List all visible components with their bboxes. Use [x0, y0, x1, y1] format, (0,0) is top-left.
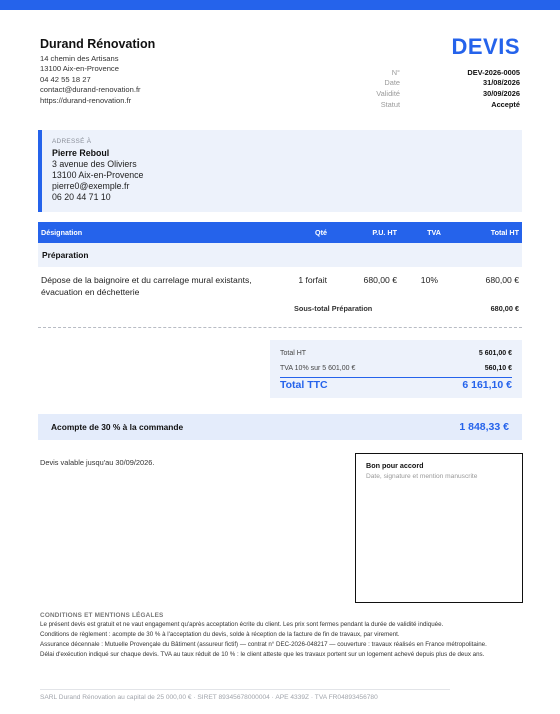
company-phone: 04 42 55 18 27 — [40, 74, 91, 84]
client-email: pierre0@exemple.fr — [52, 181, 130, 191]
total-ht-value: 5 601,00 € — [478, 350, 512, 357]
table-header — [38, 222, 522, 243]
deposit-value: 1 848,33 € — [459, 421, 509, 433]
item-designation: Dépose de la baignoire et du carrelage mural existants, évacuation en déchetterie — [41, 275, 252, 297]
client-name: Pierre Reboul — [52, 148, 110, 158]
meta-value: 31/08/2026 — [483, 78, 520, 88]
meta-value: 30/09/2026 — [483, 88, 520, 98]
subtotal-label: Sous-total Préparation — [294, 304, 373, 313]
meta-row-date — [330, 78, 520, 89]
deposit-label: Acompte de 30 % à la commande — [51, 422, 184, 432]
conditions-paragraph: Assurance décennale : Mutuelle Provençale du Bâtiment (assureur fictif) — contrat n° DEC-2026-048217 — couverture : travaux réalisés en France métropolitaine. — [40, 641, 487, 649]
signature-title: Bon pour accord — [366, 461, 424, 470]
document-meta — [330, 67, 520, 109]
top-accent-bar — [0, 0, 560, 10]
status-value: Accepté — [491, 99, 520, 109]
total-ttc-label: Total TTC — [280, 379, 328, 391]
footer-divider — [40, 689, 450, 690]
header-total: Total HT — [490, 228, 519, 237]
header-designation: Désignation — [41, 228, 83, 237]
document-title: DEVIS — [451, 34, 520, 59]
footer-legal-line: SARL Durand Rénovation au capital de 25 000,00 € · SIRET 89345678000004 · APE 4339Z · TVA FR04893456780 — [40, 694, 378, 701]
tva-label: TVA 10% sur 5 601,00 € — [280, 365, 356, 372]
company-block — [40, 37, 155, 106]
tva-value: 560,10 € — [484, 365, 512, 372]
signature-box — [355, 453, 523, 603]
conditions-paragraph: Délai d'exécution indiqué sur chaque devis. TVA au taux réduit de 10 % : le client atteste que les travaux portent sur un logement achevé depuis plus de deux ans. — [40, 651, 485, 659]
item-qty: 1 forfait — [298, 275, 327, 285]
meta-label: N° — [391, 67, 400, 77]
item-total: 680,00 € — [485, 275, 519, 285]
meta-value: DEV-2026-0005 — [467, 67, 520, 77]
conditions-paragraph: Le présent devis est gratuit et ne vaut engagement qu'après acceptation écrite du client. Les prix sont fermes pendant la durée de validité indiquée. — [40, 621, 444, 628]
company-address-line: 14 chemin des Artisans — [40, 54, 119, 63]
legal-conditions — [40, 612, 520, 661]
company-name: Durand Rénovation — [40, 37, 156, 51]
conditions-heading: CONDITIONS ET MENTIONS LÉGALES — [40, 612, 164, 619]
client-phone: 06 20 44 71 10 — [52, 192, 111, 202]
dashed-divider — [38, 327, 522, 328]
total-ht-label: Total HT — [280, 350, 307, 357]
client-city: 13100 Aix-en-Provence — [52, 170, 144, 180]
client-address-block — [38, 130, 522, 212]
table-section-title: Préparation — [38, 243, 522, 267]
item-unit-price: 680,00 € — [363, 275, 397, 285]
client-caption: ADRESSÉ À — [52, 138, 92, 145]
meta-row-status — [330, 99, 520, 110]
company-website: https://durand-renovation.fr — [40, 95, 132, 105]
total-ht-row — [280, 346, 512, 361]
meta-label: Date — [384, 78, 400, 88]
header-vat: TVA — [427, 228, 441, 237]
meta-row-validity — [330, 88, 520, 99]
conditions-paragraph: Conditions de règlement : acompte de 30 % à l'acceptation du devis, solde à réception de la facture de fin de travaux, par virement. — [40, 631, 400, 639]
deposit-banner — [38, 414, 522, 440]
header-unit-price: P.U. HT — [372, 228, 397, 237]
signature-hint: Date, signature et mention manuscrite — [366, 473, 478, 480]
client-street: 3 avenue des Oliviers — [52, 159, 137, 169]
total-ttc-row — [280, 377, 512, 392]
meta-label: Statut — [380, 99, 400, 109]
meta-label: Validité — [376, 88, 400, 98]
meta-row-number — [330, 67, 520, 78]
tva-row — [280, 361, 512, 376]
company-city-line: 13100 Aix-en-Provence — [40, 64, 119, 74]
validity-note: Devis valable jusqu'au 30/09/2026. — [40, 458, 155, 467]
totals-box — [270, 340, 522, 398]
company-email: contact@durand-renovation.fr — [40, 85, 141, 95]
section-subtotal — [250, 304, 519, 313]
header-qty: Qté — [315, 228, 327, 237]
item-vat: 10% — [420, 275, 438, 285]
subtotal-value: 680,00 € — [490, 304, 519, 313]
total-ttc-value: 6 161,10 € — [462, 379, 512, 391]
